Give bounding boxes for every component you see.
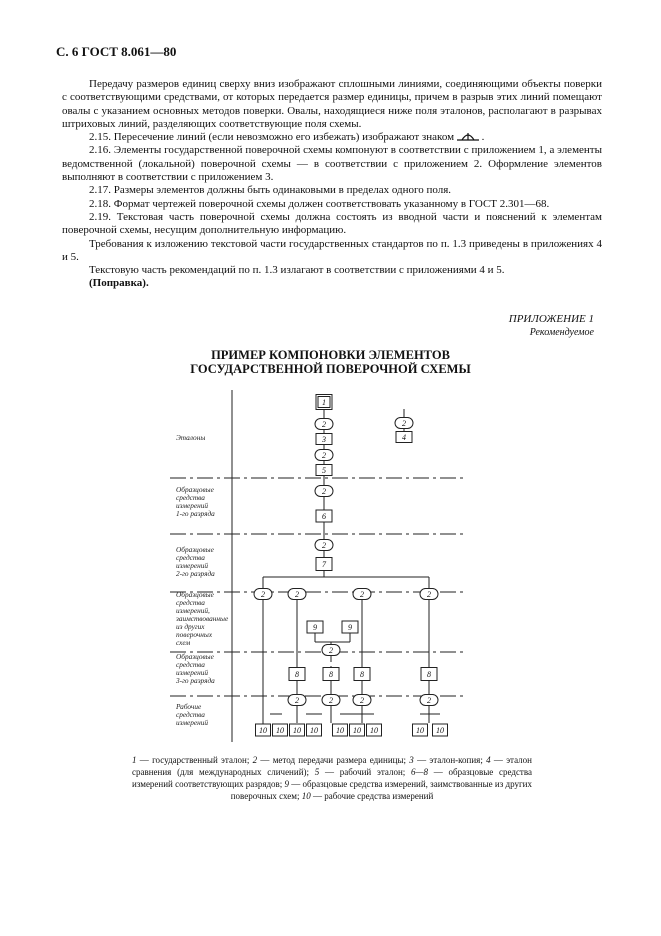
element-number: 2 — [295, 590, 299, 599]
legend-text: — рабочий эталон; — [319, 767, 412, 777]
field-label: Рабочие средства измерений — [176, 702, 209, 727]
element-number: 2 — [360, 590, 364, 599]
element-number: 8 — [360, 670, 364, 679]
working-means-box — [350, 724, 365, 736]
method-oval — [315, 419, 333, 430]
paragraph: 2.19. Текстовая часть поверочной схемы должна состоять из вводной части и пояснений к элементам поверочной схемы, несущим дополнительную информацию. — [62, 210, 602, 237]
field-label: Образцовые средства измерений 3-го разряда — [176, 652, 215, 685]
element-number: 10 — [276, 726, 284, 735]
working-etalon-box — [316, 465, 332, 476]
element-number: 2 — [329, 696, 333, 705]
element-number: 10 — [259, 726, 267, 735]
rank3-box — [421, 668, 437, 681]
legend-text: — образцовые средства измерений соответствующих разрядов; — [132, 767, 532, 789]
legend-number: 2 — [252, 755, 258, 765]
legend-number: 6—8 — [411, 767, 429, 777]
element-number: 7 — [322, 560, 326, 569]
rank3-box — [289, 668, 305, 681]
working-means-box — [290, 724, 305, 736]
element-number: 4 — [402, 433, 406, 442]
paragraph: Передачу размеров единиц сверху вниз изображают сплошными линиями, соединяющими объекты поверки с соответствующими средствами, от которых передается размер единицы, причем в разрыв этих линий помещают овалы с указанием основных методов поверки. Овалы, находящиеся ниже поля эталонов, располагают в разрывах штриховых линий, разделяющих соответствующие поля схемы. — [62, 78, 602, 130]
element-number: 10 — [370, 726, 378, 735]
element-number: 1 — [322, 398, 326, 407]
legend-number: 5 — [314, 767, 320, 777]
scheme-title-line: ГОСУДАРСТВЕННОЙ ПОВЕРОЧНОЙ СХЕМЫ — [190, 362, 471, 376]
borrowed-means-box — [307, 621, 323, 633]
element-number: 2 — [261, 590, 265, 599]
working-means-box — [273, 724, 288, 736]
method-oval — [420, 695, 438, 706]
legend-text: — рабочие средства измерений — [310, 791, 434, 801]
appendix-number: ПРИЛОЖЕНИЕ 1 — [508, 313, 594, 325]
method-oval — [315, 540, 333, 551]
element-number: 2 — [322, 451, 326, 460]
paragraph: Текстовую часть рекомендаций по п. 1.3 излагают в соответствии с приложениями 4 и 5. — [89, 264, 505, 277]
element-number: 3 — [322, 435, 326, 444]
paragraph: 2.15. Пересечение линий (если невозможно его избежать) изображают знаком . — [89, 131, 485, 144]
paragraph: 2.18. Формат чертежей поверочной схемы должен соответствовать указанному в ГОСТ 2.301—68. — [89, 197, 550, 210]
method-oval — [288, 589, 306, 600]
element-number: 10 — [293, 726, 301, 735]
legend-caption — [132, 754, 532, 802]
method-oval — [254, 589, 272, 600]
method-oval — [315, 486, 333, 497]
element-number: 2 — [427, 696, 431, 705]
state-etalon-box — [316, 395, 332, 410]
etalon-copy-box — [316, 434, 332, 445]
legend-text: — образцовые средства измерений, заимствованные из других поверочных схем; — [230, 779, 533, 801]
element-number: 2 — [329, 646, 333, 655]
legend-number: 1 — [132, 755, 137, 765]
element-number: 8 — [329, 670, 333, 679]
correction-note: (Поправка). — [89, 277, 149, 290]
legend-text: — эталон-копия; — [413, 755, 487, 765]
legend-text: — эталон сравнения (для международных сличений); — [132, 755, 532, 777]
legend-text: — государственный эталон; — [136, 755, 253, 765]
working-means-box — [333, 724, 348, 736]
element-number: 10 — [416, 726, 424, 735]
comparison-etalon-box — [396, 432, 412, 443]
element-number: 8 — [427, 670, 431, 679]
element-number: 10 — [436, 726, 444, 735]
legend-number: 9 — [284, 779, 290, 789]
element-number: 2 — [295, 696, 299, 705]
element-number: 8 — [295, 670, 299, 679]
method-oval — [353, 589, 371, 600]
method-oval — [322, 695, 340, 706]
legend-number: 10 — [301, 791, 311, 801]
working-means-box — [413, 724, 428, 736]
field-label: Образцовые средства измерений 1-го разряда — [176, 485, 215, 518]
working-means-box — [367, 724, 382, 736]
rank2-box — [316, 558, 332, 571]
element-number: 10 — [310, 726, 318, 735]
element-number: 10 — [353, 726, 361, 735]
method-oval — [395, 418, 413, 429]
element-number: 9 — [348, 623, 352, 632]
element-number: 2 — [322, 487, 326, 496]
method-oval — [322, 645, 340, 656]
working-means-box — [433, 724, 448, 736]
rank3-box — [354, 668, 370, 681]
rank3-box — [323, 668, 339, 681]
element-number: 2 — [322, 541, 326, 550]
element-number: 9 — [313, 623, 317, 632]
method-oval — [420, 589, 438, 600]
legend-text: — метод передачи размера единицы; — [257, 755, 410, 765]
element-number: 5 — [322, 466, 326, 475]
paragraph: 2.16. Элементы государственной поверочной схемы компонуют в соответствии с приложением 1, а элементы ведомственной (локальной) поверочной схемы — в соответствии с приложением 2. Оформление элементов выполняют в соответствии с приложением 3. — [62, 144, 602, 184]
rank1-box — [316, 510, 332, 522]
element-number: 2 — [322, 420, 326, 429]
working-means-box — [307, 724, 322, 736]
working-means-box — [256, 724, 271, 736]
field-label: Эталоны — [176, 433, 206, 442]
field-label: Образцовые средства измерений, заимствованные из других поверочных схем — [176, 590, 229, 647]
paragraph: Требования к изложению текстовой части государственных стандартов по п. 1.3 приведены в приложениях 4 и 5. — [62, 237, 602, 263]
paragraph: 2.17. Размеры элементов должны быть одинаковыми в пределах одного поля. — [89, 184, 452, 197]
method-oval — [353, 695, 371, 706]
element-number: 2 — [427, 590, 431, 599]
borrowed-means-box — [342, 621, 358, 633]
method-oval — [288, 695, 306, 706]
element-number: 10 — [336, 726, 344, 735]
legend-number: 3 — [409, 755, 414, 765]
page-header: С. 6 ГОСТ 8.061—80 — [56, 44, 177, 59]
field-label: Образцовые средства измерений 2-го разряда — [176, 545, 215, 578]
appendix-status: Рекомендуемое — [529, 327, 594, 338]
element-number: 6 — [322, 512, 326, 521]
method-oval — [315, 450, 333, 461]
element-number: 2 — [360, 696, 364, 705]
legend-number: 4 — [486, 755, 491, 765]
element-number: 2 — [402, 419, 406, 428]
scheme-title-line: ПРИМЕР КОМПОНОВКИ ЭЛЕМЕНТОВ — [211, 348, 450, 362]
